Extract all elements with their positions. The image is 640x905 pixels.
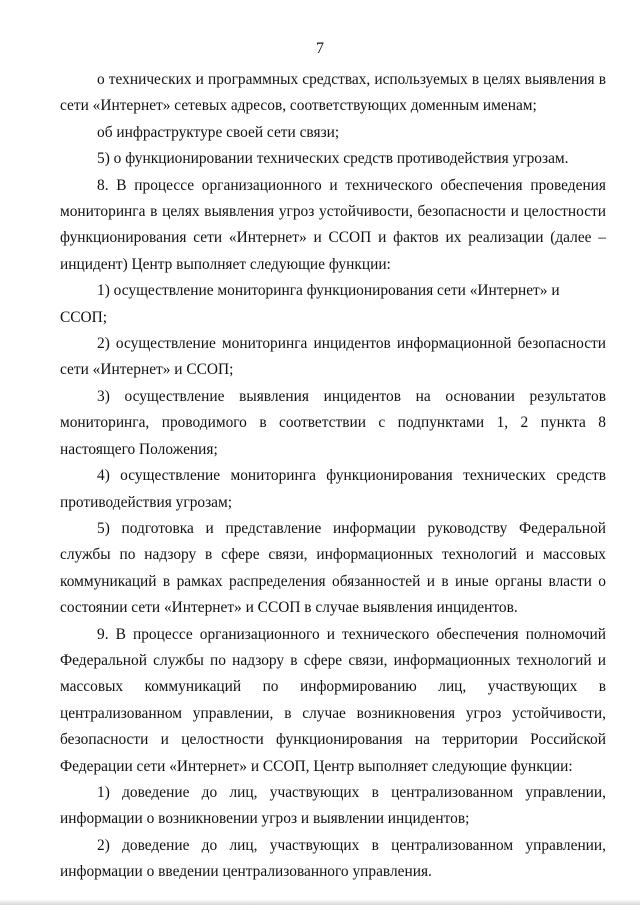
paragraph: 4) осуществление мониторинга функционирования технических средств противодействия угрозам; <box>60 467 606 511</box>
paragraph: 5) о функционировании технических средств противодействия угрозам. <box>97 150 569 168</box>
paragraph: о технических и программных средствах, используемых в целях выявления в сети «Интернет» сетевых адресов, соответствующих доменным именам; <box>60 71 606 115</box>
scan-edge <box>0 899 640 905</box>
paragraph: 5) подготовка и представление информации руководству Федеральной службы по надзору в сфере связи, информационных технологий и массовых коммуникаций в рамках распределения обязанностей и в иные органы власти о состоянии сети «Интернет» и ССОП в случае выявления инцидентов. <box>60 519 606 617</box>
paragraph: 8. В процессе организационного и технического обеспечения проведения мониторинга в целях выявления угроз устойчивости, безопасности и целостности функционирования сети «Интернет» и ССОП и фактов их реализации (далее – инцидент) Центр выполняет следующие функции: <box>60 176 606 273</box>
paragraph: 9. В процессе организационного и технического обеспечения полномочий Федеральной службы по надзору в сфере связи, информационных технологий и массовых коммуникаций по информированию лиц, участвующих в централизованном управлении, в случае возникновения угроз устойчивости, безопасности и целостности функционирования на территории Российской Федерации сети «Интернет» и ССОП, Центр выполняет следующие функции: <box>60 625 606 775</box>
paragraph: 3) осуществление выявления инцидентов на основании результатов мониторинга, проводимого в соответствии с подпунктами 1, 2 пункта 8 настоящего Положения; <box>60 387 606 458</box>
paragraph: 1) осуществление мониторинга функционирования сети «Интернет» и ССОП; <box>60 282 560 326</box>
paragraph: 2) осуществление мониторинга инцидентов информационной безопасности сети «Интернет» и ССОП; <box>60 335 606 379</box>
paragraph: 1) доведение до лиц, участвующих в централизованном управлении, информации о возникновении угроз и выявлении инцидентов; <box>60 783 606 828</box>
paragraph: об инфраструктуре своей сети связи; <box>97 123 340 141</box>
document-body <box>60 67 606 886</box>
paragraph: 2) доведение до лиц, участвующих в централизованном управлении, информации о введении централизованного управления. <box>60 836 606 881</box>
page-number: 7 <box>316 40 324 57</box>
